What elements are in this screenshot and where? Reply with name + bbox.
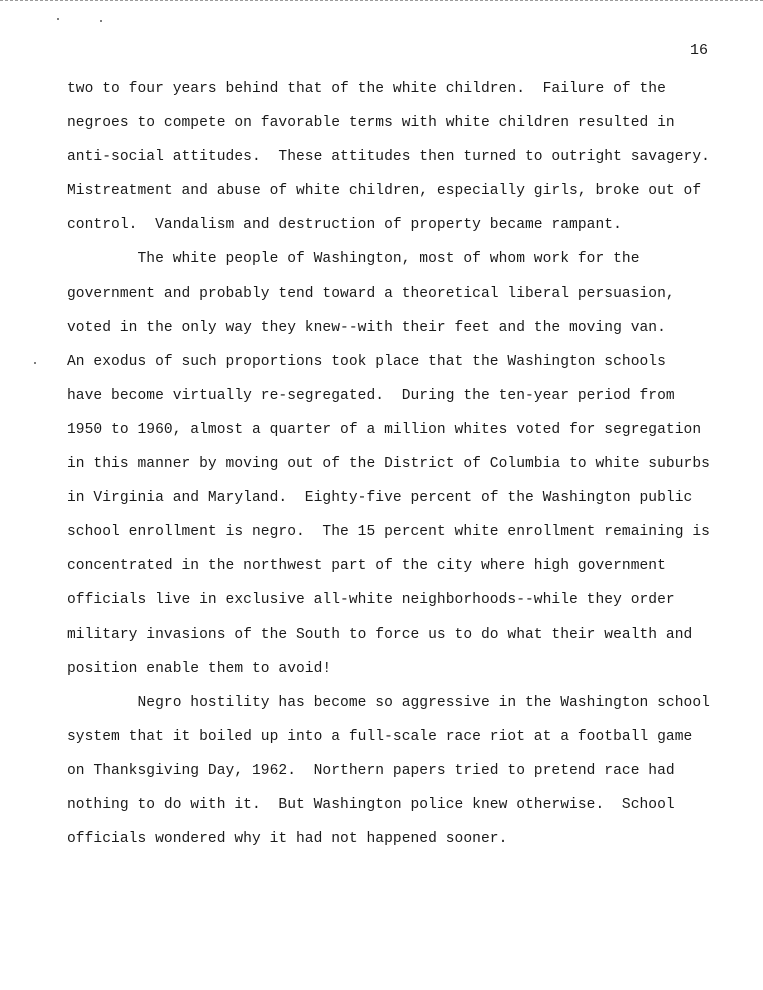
text-line: The white people of Washington, most of whom work for the [67,251,640,268]
text-line: control. Vandalism and destruction of property became rampant. [67,217,622,234]
text-line: concentrated in the northwest part of the city where high government [67,558,666,575]
text-line: position enable them to avoid! [67,660,332,677]
text-line: Negro hostility has become so aggressive in the Washington school [67,694,710,711]
paragraph-2 [67,242,747,685]
text-line: government and probably tend toward a theoretical liberal persuasion, [67,285,675,302]
paragraph-3 [67,686,747,856]
text-line: on Thanksgiving Day, 1962. Northern papers tried to pretend race had [67,762,675,779]
text-line: An exodus of such proportions took place that the Washington schools [67,353,666,370]
text-line: voted in the only way they knew--with their feet and the moving van. [67,319,666,336]
document-body [67,72,747,856]
text-line: military invasions of the South to force us to do what their wealth and [67,626,693,643]
text-line: anti-social attitudes. These attitudes then turned to outright savagery. [67,149,710,166]
text-line: have become virtually re-segregated. During the ten-year period from [67,387,675,404]
text-line: Mistreatment and abuse of white children, especially girls, broke out of [67,183,702,200]
text-line: in Virginia and Maryland. Eighty-five percent of the Washington public [67,490,693,507]
text-line: system that it boiled up into a full-scale race riot at a football game [67,728,693,745]
paragraph-1 [67,72,747,242]
text-line: negroes to compete on favorable terms with white children resulted in [67,115,675,132]
page-top-edge [0,0,763,1]
text-line: two to four years behind that of the white children. Failure of the [67,81,666,97]
text-line: in this manner by moving out of the District of Columbia to white suburbs [67,456,710,473]
text-line: officials wondered why it had not happened sooner. [67,831,508,848]
text-line: nothing to do with it. But Washington police knew otherwise. School [67,796,675,813]
text-line: officials live in exclusive all-white neighborhoods--while they order [67,592,675,609]
speck-mark [57,18,59,20]
text-line: 1950 to 1960, almost a quarter of a million whites voted for segregation [67,421,702,438]
speck-mark [34,362,36,364]
speck-mark [100,20,102,22]
text-line: school enrollment is negro. The 15 percent white enrollment remaining is [67,524,710,541]
page-number: 16 [690,42,709,59]
